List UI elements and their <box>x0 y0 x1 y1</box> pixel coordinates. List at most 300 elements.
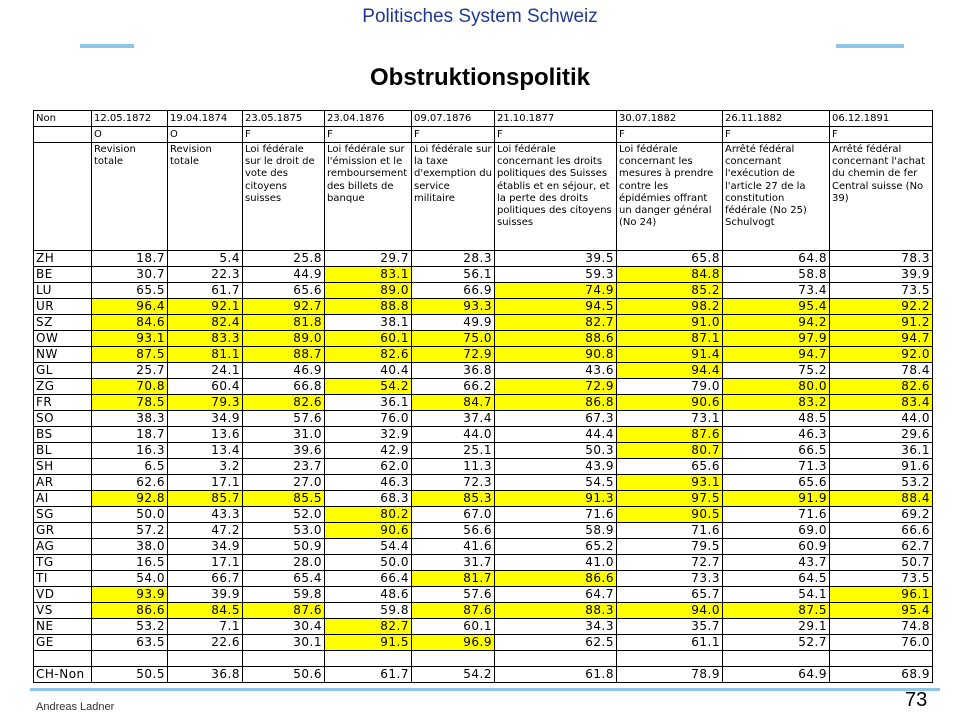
value-cell: 3.2 <box>168 459 243 475</box>
value-cell: 85.7 <box>168 491 243 507</box>
value-cell: 76.0 <box>325 411 412 427</box>
type-cell: O <box>168 127 243 143</box>
corner-cell: Non <box>34 111 92 127</box>
value-cell: 38.0 <box>92 539 168 555</box>
value-cell: 92.0 <box>830 347 933 363</box>
canton-cell: GR <box>34 523 92 539</box>
value-cell: 57.6 <box>243 411 325 427</box>
value-cell: 30.7 <box>92 267 168 283</box>
type-cell: F <box>830 127 933 143</box>
value-cell: 71.6 <box>723 507 830 523</box>
value-cell: 44.4 <box>495 427 617 443</box>
value-cell: 7.1 <box>168 619 243 635</box>
value-cell: 65.5 <box>92 283 168 299</box>
value-cell: 38.1 <box>325 315 412 331</box>
total-label-cell: CH-Non <box>34 667 92 683</box>
value-cell: 44.0 <box>412 427 495 443</box>
canton-cell: GL <box>34 363 92 379</box>
value-cell: 60.1 <box>412 619 495 635</box>
table-row <box>34 411 933 427</box>
value-cell: 29.7 <box>325 251 412 267</box>
value-cell: 35.7 <box>617 619 723 635</box>
value-cell: 87.6 <box>243 603 325 619</box>
value-cell: 31.7 <box>412 555 495 571</box>
value-cell: 93.1 <box>92 331 168 347</box>
value-cell: 93.1 <box>617 475 723 491</box>
table-row <box>34 555 933 571</box>
canton-cell: OW <box>34 331 92 347</box>
value-cell: 43.6 <box>495 363 617 379</box>
value-cell: 6.5 <box>92 459 168 475</box>
empty-cell <box>495 651 617 667</box>
total-value-cell: 68.9 <box>830 667 933 683</box>
canton-cell: VS <box>34 603 92 619</box>
canton-cell: SO <box>34 411 92 427</box>
date-cell: 23.04.1876 <box>325 111 412 127</box>
value-cell: 24.1 <box>168 363 243 379</box>
value-cell: 80.2 <box>325 507 412 523</box>
empty-cell <box>34 143 92 251</box>
value-cell: 94.7 <box>830 331 933 347</box>
value-cell: 65.7 <box>617 587 723 603</box>
date-cell: 23.05.1875 <box>243 111 325 127</box>
value-cell: 91.4 <box>617 347 723 363</box>
canton-cell: UR <box>34 299 92 315</box>
value-cell: 53.2 <box>830 475 933 491</box>
type-cell: O <box>92 127 168 143</box>
value-cell: 28.0 <box>243 555 325 571</box>
value-cell: 73.5 <box>830 283 933 299</box>
value-cell: 30.1 <box>243 635 325 651</box>
value-cell: 91.6 <box>830 459 933 475</box>
table-row <box>34 299 933 315</box>
header-row-dates <box>34 111 933 127</box>
value-cell: 97.5 <box>617 491 723 507</box>
value-cell: 34.3 <box>495 619 617 635</box>
value-cell: 81.8 <box>243 315 325 331</box>
value-cell: 72.7 <box>617 555 723 571</box>
value-cell: 85.3 <box>412 491 495 507</box>
value-cell: 92.2 <box>830 299 933 315</box>
value-cell: 82.6 <box>243 395 325 411</box>
value-cell: 53.0 <box>243 523 325 539</box>
total-value-cell: 36.8 <box>168 667 243 683</box>
value-cell: 82.7 <box>325 619 412 635</box>
value-cell: 68.3 <box>325 491 412 507</box>
value-cell: 31.0 <box>243 427 325 443</box>
value-cell: 73.4 <box>723 283 830 299</box>
value-cell: 91.0 <box>617 315 723 331</box>
value-cell: 79.3 <box>168 395 243 411</box>
canton-cell: SZ <box>34 315 92 331</box>
description-cell: Loi fédérale concernant les mesures à prendre contre les épidémies offrant un danger général (No 24) <box>617 143 723 251</box>
value-cell: 34.9 <box>168 411 243 427</box>
value-cell: 39.9 <box>830 267 933 283</box>
accent-bar-left <box>80 44 134 48</box>
value-cell: 83.1 <box>325 267 412 283</box>
value-cell: 78.5 <box>92 395 168 411</box>
value-cell: 44.0 <box>830 411 933 427</box>
value-cell: 59.8 <box>325 603 412 619</box>
value-cell: 88.7 <box>243 347 325 363</box>
value-cell: 43.3 <box>168 507 243 523</box>
table-row <box>34 427 933 443</box>
canton-cell: NE <box>34 619 92 635</box>
value-cell: 60.9 <box>723 539 830 555</box>
value-cell: 25.1 <box>412 443 495 459</box>
value-cell: 82.6 <box>830 379 933 395</box>
value-cell: 71.6 <box>617 523 723 539</box>
value-cell: 66.8 <box>243 379 325 395</box>
value-cell: 64.5 <box>723 571 830 587</box>
total-value-cell: 54.2 <box>412 667 495 683</box>
canton-cell: TG <box>34 555 92 571</box>
value-cell: 86.8 <box>495 395 617 411</box>
value-cell: 54.2 <box>325 379 412 395</box>
value-cell: 91.2 <box>830 315 933 331</box>
table-row <box>34 475 933 491</box>
table-row <box>34 251 933 267</box>
value-cell: 25.7 <box>92 363 168 379</box>
value-cell: 13.4 <box>168 443 243 459</box>
value-cell: 72.3 <box>412 475 495 491</box>
value-cell: 84.5 <box>168 603 243 619</box>
value-cell: 27.0 <box>243 475 325 491</box>
value-cell: 87.6 <box>412 603 495 619</box>
date-cell: 12.05.1872 <box>92 111 168 127</box>
value-cell: 87.5 <box>92 347 168 363</box>
canton-cell: TI <box>34 571 92 587</box>
value-cell: 62.7 <box>830 539 933 555</box>
value-cell: 84.6 <box>92 315 168 331</box>
value-cell: 90.8 <box>495 347 617 363</box>
table-row <box>34 379 933 395</box>
table-row <box>34 443 933 459</box>
value-cell: 75.2 <box>723 363 830 379</box>
total-value-cell: 78.9 <box>617 667 723 683</box>
table-row <box>34 491 933 507</box>
table-row <box>34 363 933 379</box>
value-cell: 83.2 <box>723 395 830 411</box>
value-cell: 40.4 <box>325 363 412 379</box>
value-cell: 53.2 <box>92 619 168 635</box>
value-cell: 50.0 <box>325 555 412 571</box>
canton-cell: VD <box>34 587 92 603</box>
value-cell: 94.5 <box>495 299 617 315</box>
value-cell: 22.6 <box>168 635 243 651</box>
canton-cell: SH <box>34 459 92 475</box>
value-cell: 65.6 <box>723 475 830 491</box>
value-cell: 80.0 <box>723 379 830 395</box>
value-cell: 59.8 <box>243 587 325 603</box>
table-row <box>34 331 933 347</box>
value-cell: 59.3 <box>495 267 617 283</box>
value-cell: 69.0 <box>723 523 830 539</box>
canton-cell: ZH <box>34 251 92 267</box>
value-cell: 44.9 <box>243 267 325 283</box>
description-cell: Loi fédérale sur l'émission et le remboursement des billets de banque <box>325 143 412 251</box>
value-cell: 65.4 <box>243 571 325 587</box>
value-cell: 47.2 <box>168 523 243 539</box>
empty-cell <box>243 651 325 667</box>
value-cell: 39.5 <box>495 251 617 267</box>
value-cell: 89.0 <box>243 331 325 347</box>
description-cell: Arrêté fédéral concernant l'achat du chemin de fer Central suisse (No 39) <box>830 143 933 251</box>
date-cell: 06.12.1891 <box>830 111 933 127</box>
value-cell: 17.1 <box>168 475 243 491</box>
value-cell: 89.0 <box>325 283 412 299</box>
header-row-types <box>34 127 933 143</box>
value-cell: 83.4 <box>830 395 933 411</box>
total-value-cell: 61.7 <box>325 667 412 683</box>
table-row <box>34 571 933 587</box>
value-cell: 11.3 <box>412 459 495 475</box>
type-cell: F <box>495 127 617 143</box>
value-cell: 81.7 <box>412 571 495 587</box>
table-row <box>34 507 933 523</box>
type-cell: F <box>325 127 412 143</box>
value-cell: 74.8 <box>830 619 933 635</box>
type-cell: F <box>723 127 830 143</box>
value-cell: 87.1 <box>617 331 723 347</box>
page-number: 73 <box>905 689 928 711</box>
value-cell: 66.2 <box>412 379 495 395</box>
value-cell: 23.7 <box>243 459 325 475</box>
value-cell: 94.2 <box>723 315 830 331</box>
table-row <box>34 523 933 539</box>
value-cell: 16.5 <box>92 555 168 571</box>
value-cell: 69.2 <box>830 507 933 523</box>
value-cell: 95.4 <box>723 299 830 315</box>
value-cell: 60.1 <box>325 331 412 347</box>
value-cell: 78.4 <box>830 363 933 379</box>
value-cell: 48.5 <box>723 411 830 427</box>
value-cell: 62.5 <box>495 635 617 651</box>
value-cell: 58.8 <box>723 267 830 283</box>
value-cell: 65.6 <box>243 283 325 299</box>
value-cell: 79.5 <box>617 539 723 555</box>
table-row <box>34 267 933 283</box>
value-cell: 43.9 <box>495 459 617 475</box>
empty-cell <box>723 651 830 667</box>
value-cell: 58.9 <box>495 523 617 539</box>
description-cell: Loi fédérale concernant les droits politiques des Suisses établis et en séjour, et la perte des droits politiques des citoyens suisses <box>495 143 617 251</box>
value-cell: 84.8 <box>617 267 723 283</box>
value-cell: 84.7 <box>412 395 495 411</box>
value-cell: 94.4 <box>617 363 723 379</box>
value-cell: 78.3 <box>830 251 933 267</box>
value-cell: 82.7 <box>495 315 617 331</box>
value-cell: 36.1 <box>325 395 412 411</box>
table-row <box>34 315 933 331</box>
value-cell: 73.3 <box>617 571 723 587</box>
footer-line <box>30 688 940 691</box>
value-cell: 50.3 <box>495 443 617 459</box>
value-cell: 54.0 <box>92 571 168 587</box>
referendum-results-table <box>33 110 933 683</box>
value-cell: 25.8 <box>243 251 325 267</box>
value-cell: 46.3 <box>325 475 412 491</box>
value-cell: 70.8 <box>92 379 168 395</box>
value-cell: 97.9 <box>723 331 830 347</box>
type-cell: F <box>617 127 723 143</box>
value-cell: 46.3 <box>723 427 830 443</box>
value-cell: 34.9 <box>168 539 243 555</box>
type-cell: F <box>243 127 325 143</box>
value-cell: 81.1 <box>168 347 243 363</box>
value-cell: 57.2 <box>92 523 168 539</box>
value-cell: 50.0 <box>92 507 168 523</box>
total-value-cell: 61.8 <box>495 667 617 683</box>
value-cell: 64.8 <box>723 251 830 267</box>
value-cell: 28.3 <box>412 251 495 267</box>
table-row <box>34 459 933 475</box>
value-cell: 30.4 <box>243 619 325 635</box>
value-cell: 54.1 <box>723 587 830 603</box>
value-cell: 80.7 <box>617 443 723 459</box>
canton-cell: GE <box>34 635 92 651</box>
value-cell: 91.5 <box>325 635 412 651</box>
value-cell: 71.6 <box>495 507 617 523</box>
value-cell: 63.5 <box>92 635 168 651</box>
date-cell: 19.04.1874 <box>168 111 243 127</box>
value-cell: 50.7 <box>830 555 933 571</box>
value-cell: 93.9 <box>92 587 168 603</box>
value-cell: 73.1 <box>617 411 723 427</box>
value-cell: 62.6 <box>92 475 168 491</box>
value-cell: 32.9 <box>325 427 412 443</box>
value-cell: 52.7 <box>723 635 830 651</box>
canton-cell: AG <box>34 539 92 555</box>
value-cell: 65.6 <box>617 459 723 475</box>
date-cell: 30.07.1882 <box>617 111 723 127</box>
value-cell: 96.4 <box>92 299 168 315</box>
total-value-cell: 50.6 <box>243 667 325 683</box>
value-cell: 49.9 <box>412 315 495 331</box>
value-cell: 93.3 <box>412 299 495 315</box>
value-cell: 52.0 <box>243 507 325 523</box>
value-cell: 66.6 <box>830 523 933 539</box>
table-row <box>34 395 933 411</box>
value-cell: 38.3 <box>92 411 168 427</box>
value-cell: 72.9 <box>495 379 617 395</box>
value-cell: 96.1 <box>830 587 933 603</box>
value-cell: 66.5 <box>723 443 830 459</box>
header-row-descriptions <box>34 143 933 251</box>
value-cell: 90.5 <box>617 507 723 523</box>
canton-cell: NW <box>34 347 92 363</box>
value-cell: 41.0 <box>495 555 617 571</box>
empty-cell <box>34 651 92 667</box>
value-cell: 66.4 <box>325 571 412 587</box>
canton-cell: LU <box>34 283 92 299</box>
value-cell: 50.9 <box>243 539 325 555</box>
value-cell: 18.7 <box>92 251 168 267</box>
value-cell: 22.3 <box>168 267 243 283</box>
canton-cell: SG <box>34 507 92 523</box>
value-cell: 88.4 <box>830 491 933 507</box>
value-cell: 88.8 <box>325 299 412 315</box>
value-cell: 17.1 <box>168 555 243 571</box>
value-cell: 72.9 <box>412 347 495 363</box>
value-cell: 74.9 <box>495 283 617 299</box>
value-cell: 90.6 <box>617 395 723 411</box>
value-cell: 13.6 <box>168 427 243 443</box>
slide-title: Obstruktionspolitik <box>369 64 590 91</box>
value-cell: 75.0 <box>412 331 495 347</box>
value-cell: 92.7 <box>243 299 325 315</box>
description-cell: Loi fédérale sur le droit de vote des citoyens suisses <box>243 143 325 251</box>
value-cell: 85.2 <box>617 283 723 299</box>
total-value-cell: 50.5 <box>92 667 168 683</box>
value-cell: 82.6 <box>325 347 412 363</box>
canton-cell: ZG <box>34 379 92 395</box>
table-row <box>34 619 933 635</box>
value-cell: 46.9 <box>243 363 325 379</box>
canton-cell: FR <box>34 395 92 411</box>
value-cell: 94.7 <box>723 347 830 363</box>
value-cell: 64.7 <box>495 587 617 603</box>
value-cell: 48.6 <box>325 587 412 603</box>
value-cell: 56.1 <box>412 267 495 283</box>
empty-cell <box>34 127 92 143</box>
value-cell: 39.6 <box>243 443 325 459</box>
value-cell: 36.1 <box>830 443 933 459</box>
value-cell: 41.6 <box>412 539 495 555</box>
value-cell: 76.0 <box>830 635 933 651</box>
value-cell: 95.4 <box>830 603 933 619</box>
description-cell: Arrêté fédéral concernant l'exécution de l'article 27 de la constitution fédérale (No 25) Schulvogt <box>723 143 830 251</box>
value-cell: 37.4 <box>412 411 495 427</box>
table-row <box>34 603 933 619</box>
value-cell: 82.4 <box>168 315 243 331</box>
table-row <box>34 283 933 299</box>
value-cell: 57.6 <box>412 587 495 603</box>
value-cell: 86.6 <box>495 571 617 587</box>
value-cell: 98.2 <box>617 299 723 315</box>
value-cell: 92.1 <box>168 299 243 315</box>
total-value-cell: 64.9 <box>723 667 830 683</box>
value-cell: 83.3 <box>168 331 243 347</box>
empty-cell <box>325 651 412 667</box>
empty-cell <box>92 651 168 667</box>
empty-cell <box>412 651 495 667</box>
value-cell: 90.6 <box>325 523 412 539</box>
value-cell: 73.5 <box>830 571 933 587</box>
value-cell: 94.0 <box>617 603 723 619</box>
canton-cell: BE <box>34 267 92 283</box>
table-row <box>34 347 933 363</box>
value-cell: 88.6 <box>495 331 617 347</box>
description-cell: Loi fédérale sur la taxe d'exemption du service militaire <box>412 143 495 251</box>
value-cell: 60.4 <box>168 379 243 395</box>
value-cell: 71.3 <box>723 459 830 475</box>
value-cell: 88.3 <box>495 603 617 619</box>
value-cell: 42.9 <box>325 443 412 459</box>
value-cell: 79.0 <box>617 379 723 395</box>
canton-cell: BL <box>34 443 92 459</box>
empty-cell <box>830 651 933 667</box>
value-cell: 96.9 <box>412 635 495 651</box>
value-cell: 43.7 <box>723 555 830 571</box>
value-cell: 91.3 <box>495 491 617 507</box>
value-cell: 18.7 <box>92 427 168 443</box>
date-cell: 21.10.1877 <box>495 111 617 127</box>
table-row <box>34 587 933 603</box>
canton-cell: AR <box>34 475 92 491</box>
table-row <box>34 635 933 651</box>
value-cell: 16.3 <box>92 443 168 459</box>
